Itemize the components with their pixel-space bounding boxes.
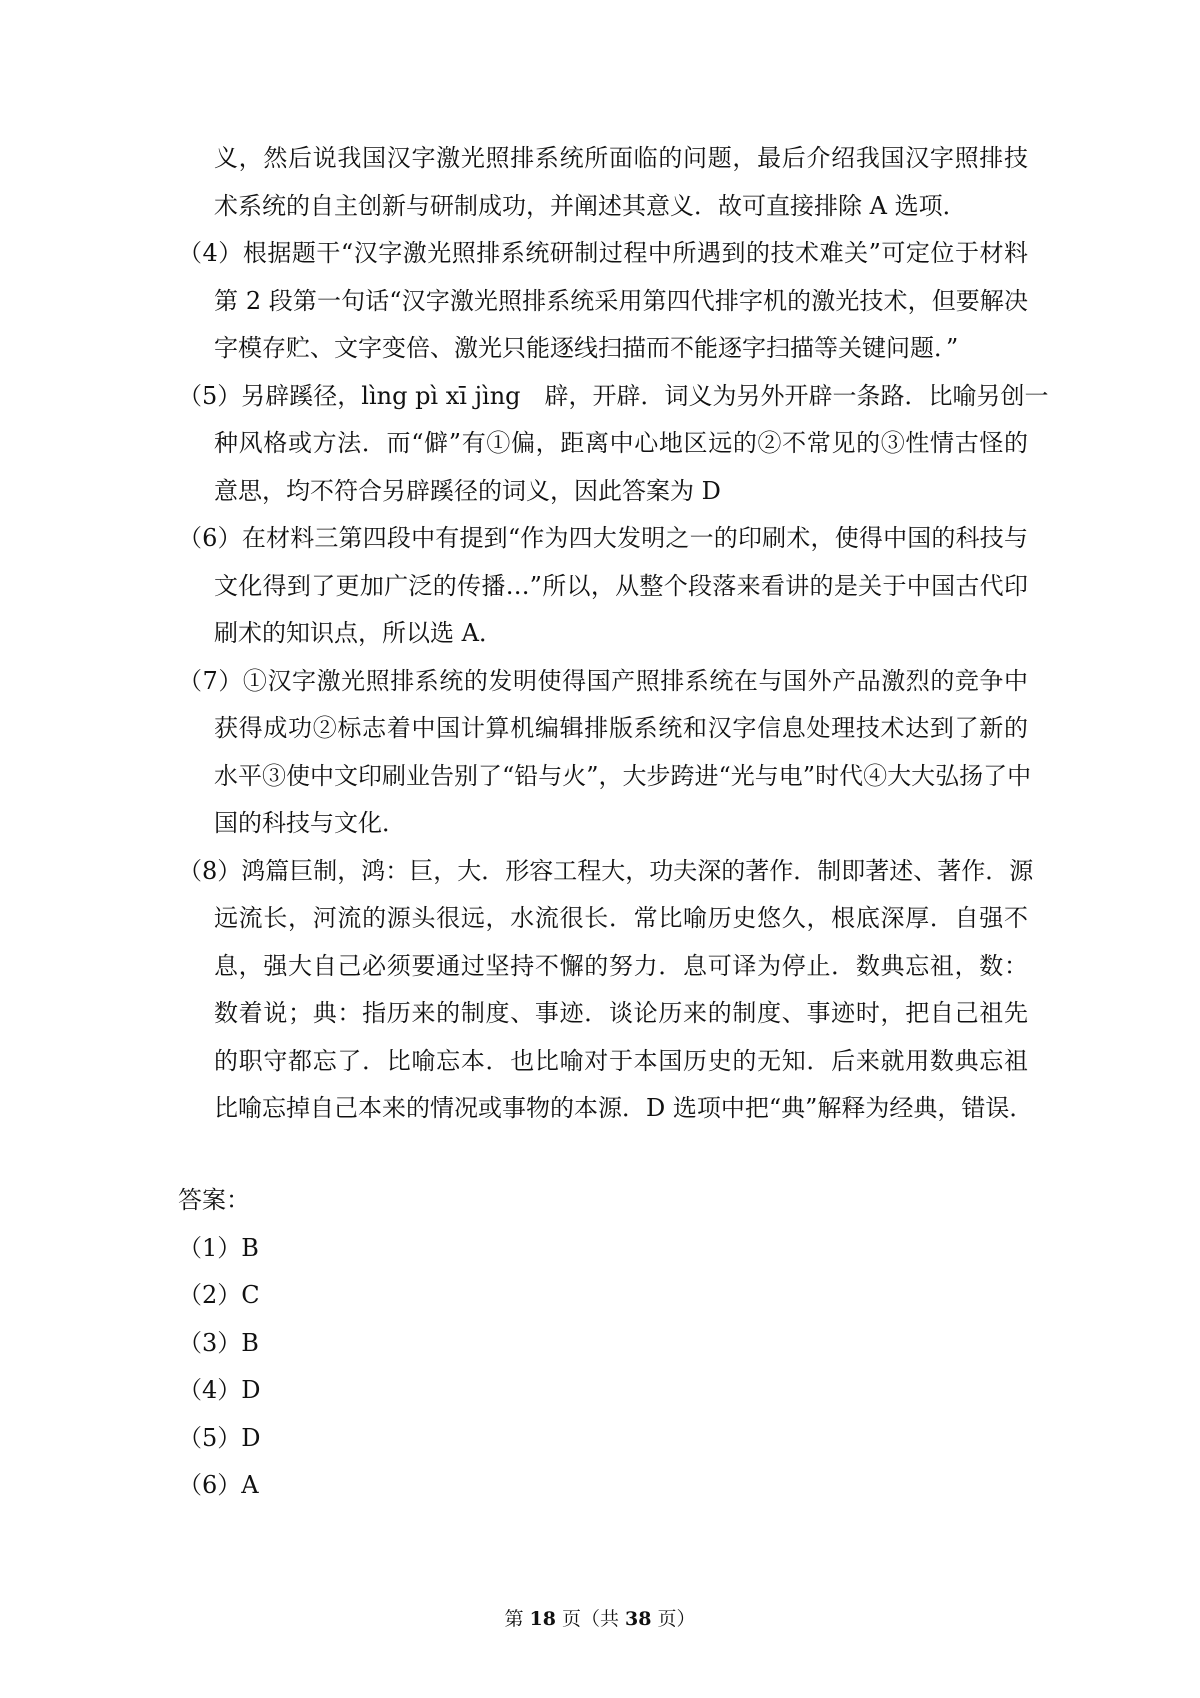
answer-item-6: （6）A (178, 1471, 259, 1499)
explanation-line: 种风格或方法．而“僻”有①偏，距离中心地区远的②不常见的③性情古怪的 (214, 429, 1028, 457)
explanation-line: 刷术的知识点，所以选 A． (214, 619, 503, 647)
explanation-line: 国的科技与文化． (214, 809, 406, 837)
page-footer (0, 1604, 1200, 1634)
explanation-line: （4）根据题干“汉字激光照排系统研制过程中所遇到的技术难关”可定位于材料 (178, 239, 1028, 267)
explanation-line: 第 2 段第一句话“汉字激光照排系统采用第四代排字机的激光技术，但要解决 (214, 286, 1028, 315)
explanation-line: 义，然后说我国汉字激光照排系统所面临的问题，最后介绍我国汉字照排技 (214, 144, 1028, 172)
explanation-line: 字模存贮、文字变倍、激光只能逐线扫描而不能逐字扫描等关键问题．” (214, 334, 959, 362)
explanation-line: 文化得到了更加广泛的传播…”所以，从整个段落来看讲的是关于中国古代印 (214, 571, 1028, 600)
explanation-line: 远流长，河流的源头很远，水流很长．常比喻历史悠久，根底深厚．自强不 (214, 904, 1028, 932)
footer-suffix: 页） (651, 1608, 696, 1630)
explanation-line: 意思，均不符合另辟蹊径的词义，因此答案为 D (214, 476, 721, 505)
footer-middle: 页（共 (555, 1608, 626, 1630)
answers-heading: 答案： (178, 1186, 250, 1214)
answer-item-3: （3）B (178, 1328, 259, 1357)
explanation-line: 比喻忘掉自己本来的情况或事物的本源．D 选项中把“典”解释为经典，错误． (214, 1094, 1034, 1122)
explanation-line: 水平③使中文印刷业告别了“铅与火”，大步跨进“光与电”时代④大大弘扬了中 (214, 761, 1032, 790)
answer-item-1: （1）B (178, 1233, 259, 1262)
answers-list (178, 1225, 678, 1510)
explanation-line: 术系统的自主创新与研制成功，并阐述其意义．故可直接排除 A 选项． (214, 191, 967, 220)
footer-prefix: 第 (504, 1608, 530, 1630)
answer-item-2: （2）C (178, 1281, 260, 1309)
explanation-line: （6）在材料三第四段中有提到“作为四大发明之一的印刷术，使得中国的科技与 (178, 524, 1028, 552)
explanation-line: 获得成功②标志着中国计算机编辑排版系统和汉字信息处理技术达到了新的 (214, 714, 1028, 742)
explanation-line: 的职守都忘了．比喻忘本．也比喻对于本国历史的无知．后来就用数典忘祖 (214, 1046, 1028, 1075)
page-number: 18 (529, 1608, 556, 1630)
explanation-section (178, 135, 1049, 1133)
answer-item-5: （5）D (178, 1423, 261, 1452)
explanation-line: 数着说；典：指历来的制度、事迹．谈论历来的制度、事迹时，把自己祖先 (214, 999, 1028, 1027)
explanation-line: 息，强大自己必须要通过坚持不懈的努力．息可译为停止．数典忘祖，数： (214, 951, 1028, 980)
answers-section (178, 1177, 678, 1510)
answer-item-4: （4）D (178, 1376, 261, 1404)
explanation-line: （5）另辟蹊径，lìng pì xī jìng 辟，开辟．词义为另外开辟一条路．比喻另创一 (178, 381, 1049, 410)
explanation-line: （7）①汉字激光照排系统的发明使得国产照排系统在与国外产品激烈的竞争中 (178, 666, 1028, 695)
total-pages: 38 (625, 1608, 652, 1630)
explanation-line: （8）鸿篇巨制，鸿：巨，大．形容工程大，功夫深的著作．制即著述、著作．源 (178, 856, 1034, 885)
